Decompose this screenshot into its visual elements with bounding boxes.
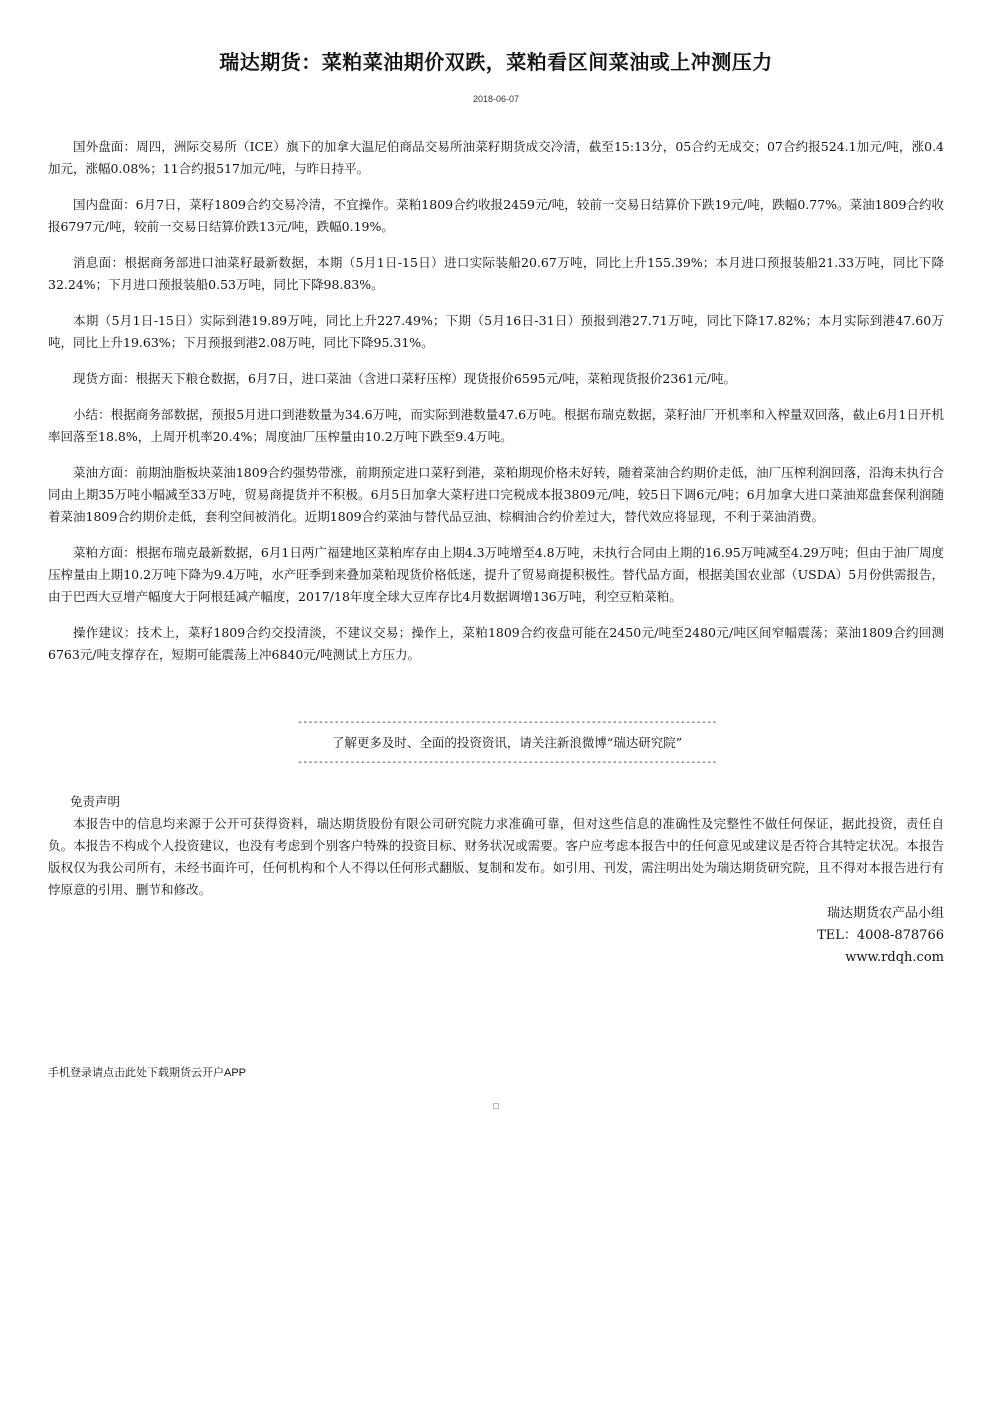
website-link[interactable]: www.rdqh.com <box>845 950 944 965</box>
paragraph-spot: 现货方面：根据天下粮仓数据，6月7日，进口菜油（含进口菜籽压榨）现货报价6595元/吨，菜粕现货报价2361元/吨。 <box>73 371 736 386</box>
disclaimer-title: 免责声明 <box>70 794 121 809</box>
paragraph-arrivals: 本期（5月1日-15日）实际到港19.89万吨，同比上升227.49%；下期（5月16日-31日）预报到港27.71万吨，同比下降17.82%；本月实际到港47.60万吨，同比上升19.63%；下月预报到港2.08万吨，同比下降95.31%。 <box>48 313 944 350</box>
promo-separator-bottom: -------------------------------------------------------------------------------- <box>297 757 717 768</box>
weibo-promo-text: 了解更多及时、全面的投资资讯，请关注新浪微博“瑞达研究院” <box>331 735 683 750</box>
paragraph-news: 消息面：根据商务部进口油菜籽最新数据，本期（5月1日-15日）进口实际装船20.67万吨，同比上升155.39%；本月进口预报装船21.33万吨，同比下降32.24%；下月进口预报装船0.53万吨，同比下降98.83%。 <box>48 255 944 292</box>
weibo-promo-box <box>285 716 729 770</box>
paragraph-rapeseed-meal: 菜粕方面：根据布瑞克最新数据，6月1日两广福建地区菜粕库存由上期4.3万吨增至4.8万吨，未执行合同由上期的16.95万吨减至4.29万吨；但由于油厂周度压榨量由上期10.2万吨下降为9.4万吨，水产旺季到来叠加菜粕现货价格低迷，提升了贸易商提积极性。替代品方面，根据美国农业部（USDA）5月份供需报告，由于巴西大豆增产幅度大于阿根廷减产幅度，2017/18年度全球大豆库存比4月数据调增136万吨，利空豆粕菜粕。 <box>48 545 944 604</box>
disclaimer-body: 本报告中的信息均来源于公开可获得资料，瑞达期货股份有限公司研究院力求准确可靠，但对这些信息的准确性及完整性不做任何保证，据此投资，责任自负。本报告不构成个人投资建议，也没有考虑到个别客户特殊的投资目标、财务状况或需要。客户应考虑本报告中的任何意见或建议是否符合其特定状况。本报告版权仅为我公司所有，未经书面许可，任何机构和个人不得以任何形式翻版、复制和发布。如引用、刊发，需注明出处为瑞达期货研究院，且不得对本报告进行有悖原意的引用、删节和修改。 <box>48 816 944 897</box>
telephone: TEL：4008-878766 <box>817 928 944 943</box>
report-body <box>48 136 944 680</box>
paragraph-foreign-market: 国外盘面：周四，洲际交易所（ICE）旗下的加拿大温尼伯商品交易所油菜籽期货成交冷清，截至15:13分，05合约无成交；07合约报524.1加元/吨，涨0.4加元，涨幅0.08%；11合约报517加元/吨，与昨日持平。 <box>48 139 944 176</box>
disclaimer-section <box>48 792 944 901</box>
paragraph-domestic-market: 国内盘面：6月7日，菜籽1809合约交易冷清，不宜操作。菜粕1809合约收报2459元/吨，较前一交易日结算价下跌19元/吨，跌幅0.77%。菜油1809合约收报6797元/吨，较前一交易日结算价跌13元/吨，跌幅0.19%。 <box>48 197 944 234</box>
signature-block <box>817 903 944 969</box>
promo-separator-top: -------------------------------------------------------------------------------- <box>297 717 717 728</box>
team-name: 瑞达期货农产品小组 <box>826 906 944 921</box>
page-title: 瑞达期货：菜粕菜油期价双跌，菜粕看区间菜油或上冲测压力 <box>219 50 773 74</box>
paragraph-summary: 小结：根据商务部数据，预报5月进口到港数量为34.6万吨，而实际到港数量47.6万吨。根据布瑞克数据，菜籽油厂开机率和入榨量双回落，截止6月1日开机率回落至18.8%，上周开机率20.4%；周度油厂压榨量由10.2万吨下跌至9.4万吨。 <box>48 407 944 444</box>
paragraph-rapeseed-oil: 菜油方面：前期油脂板块菜油1809合约强势带涨，前期预定进口菜籽到港，菜粕期现价格未好转，随着菜油合约期价走低，油厂压榨利润回落，沿海未执行合同由上期35万吨小幅减至33万吨，贸易商提货并不积极。6月5日加拿大菜籽进口完税成本报3809元/吨，较5日下调6元/吨；6月加拿大进口菜油郑盘套保利润随着菜油1809合约期价走低，套利空间被消化。近期1809合约菜油与替代品豆油、棕榈油合约价差过大，替代效应将显现，不利于菜油消费。 <box>48 465 944 524</box>
app-download-link[interactable]: 手机登录请点击此处下载期货云开户APP <box>48 1067 247 1079</box>
report-date: 2018-06-07 <box>472 94 520 104</box>
small-square-icon <box>493 1103 499 1109</box>
paragraph-trading-advice: 操作建议：技术上，菜籽1809合约交投清淡，不建议交易；操作上，菜粕1809合约夜盘可能在2450元/吨至2480元/吨区间窄幅震荡；菜油1809合约回测6763元/吨支撑存在，短期可能震荡上冲6840元/吨测试上方压力。 <box>48 625 944 662</box>
